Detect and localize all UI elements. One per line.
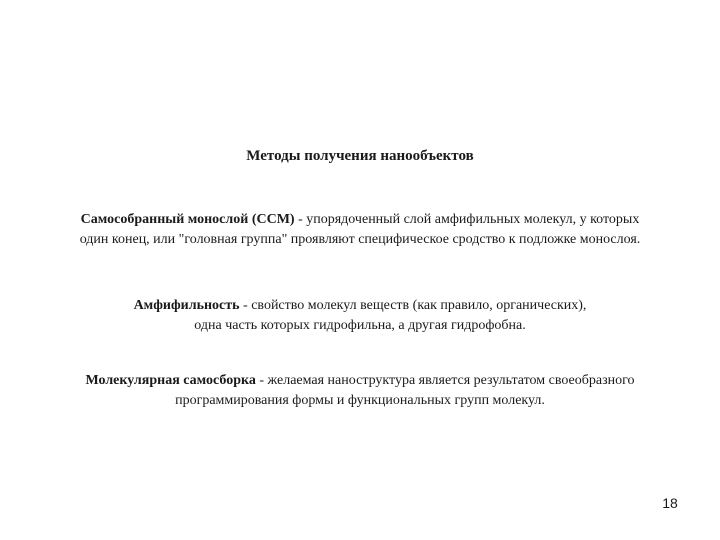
definition-ssm-text-1: - упорядоченный слой амфифильных молекул, у которых — [294, 212, 640, 227]
term-amphiphilicity: Амфифильность — [133, 298, 240, 313]
definition-ssm-text-2: один конец, или "головная группа" проявляют специфическое сродство к подложке монослоя. — [79, 232, 641, 247]
definition-amphiphilicity-text-1: - свойство молекул веществ (как правило, органических), — [239, 298, 587, 313]
definition-amphiphilicity — [30, 296, 690, 336]
definition-amphiphilicity-text-2: одна часть которых гидрофильна, а другая гидрофобна. — [194, 318, 526, 333]
definition-ssm-line-1 — [30, 210, 690, 230]
page-number: 18 — [662, 495, 678, 511]
definition-molecular-self-assembly — [30, 371, 690, 411]
definition-self-assembly-text-2: программирования формы и функциональных групп молекул. — [175, 393, 545, 408]
term-ssm: Самособранный монослой (ССМ) — [80, 212, 295, 227]
definition-self-assembly-text-1: - желаемая наноструктура является результатом своеобразного — [255, 373, 635, 388]
definition-ssm — [30, 210, 690, 250]
definition-amphiphilicity-line-1 — [30, 296, 690, 316]
slide-title: Методы получения нанообъектов — [246, 148, 474, 164]
term-molecular-self-assembly: Молекулярная самосборка — [85, 373, 256, 388]
definition-self-assembly-line-1 — [30, 371, 690, 391]
